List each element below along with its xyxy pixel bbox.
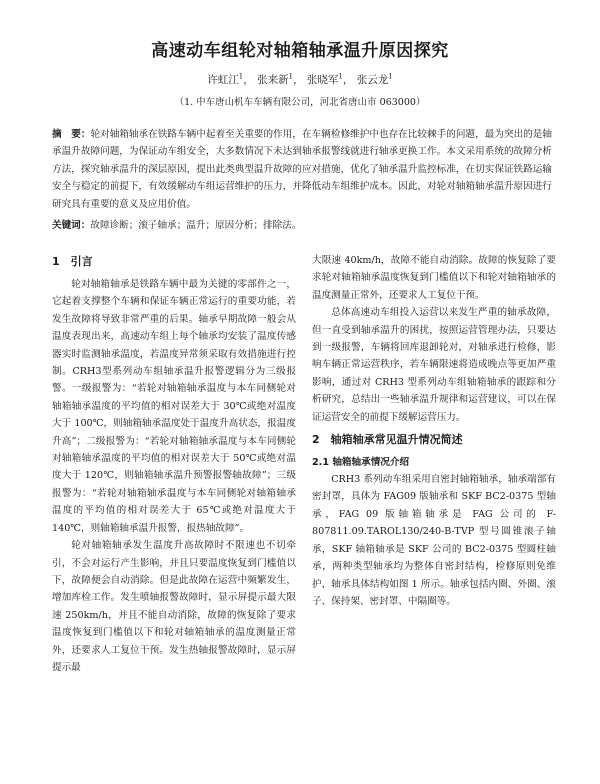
abstract-label: 摘 要：: [52, 129, 91, 140]
author-name: 许虹江: [207, 74, 239, 86]
author-sup: 1: [288, 72, 294, 81]
section-2-1-paragraph: CRH3 系列动车组采用自密封轴箱轴承，轴承端部有密封罩，具体为 FAG09 版轴承和 SKF BC2-0375 型轴承，FAG 09 版轴箱轴承是 FAG 公司的 F-807811.09.TAROL130/240-B-TVP 型号圆锥滚子轴承，SKF 轴箱轴承是 SKF 公司的 BC2-0375 型圆柱轴承，两种类型轴承均为整体自密封结构，检修原则免维护，轴承具体结构如图 1 所示。轴承包括内圈、外圈、滚子、保持架、密封罩、中隔圈等。: [312, 474, 556, 607]
section-heading-2: 2 轴箱轴承常见温升情况简述: [312, 433, 463, 447]
author-list: 许虹江$^1$， 张来新$^1$， 张晓军$^1$， 张云龙$^1$: [207, 72, 393, 86]
author-name: 张云龙: [356, 74, 389, 86]
keywords-text: 故障诊断；滚子轴承；温升；原因分析；排除法。: [90, 220, 302, 231]
right-column: [312, 252, 556, 610]
intro-paragraph-1: 轮对轴箱轴承是铁路车辆中最为关键的零部件之一，它起着支撑整个车辆和保证车辆正常运行的重要功能，若发生故障将导致非常严重的后果。轴承早期故障一般会从温度表现出来，高速动车组上每个轴承均安装了温度传感器实时监测轴承温度，若温度异常须采取有效措施进行控制。CRH3型系列动车组轴承温升报警逻辑分为三级报警。一级报警为：“若轮对轴箱轴承温度与本车同侧轮对轴箱轴承温度的平均值的相对误差大于 30℃或绝对温度大于 100℃，则轴箱轴承温度处于温度升高状态，报温度升高”；二级报警为：“若轮对轴箱轴承温度与本车同侧轮对轴箱轴承温度的平均值的相对误差大于 50℃或绝对温度大于 120℃，则轴箱轴承温升预警报警轴故障”；三级报警为：“若轮对轴箱轴承温度与本车同侧轮对轴箱轴承温度的平均值的相对误差大于 65℃或绝对温度大于 140℃，则轴箱轴承温升报警，报热轴故障”。: [52, 279, 296, 534]
section-heading-intro: 1 引言: [52, 255, 93, 268]
author-name: 张晓军: [306, 74, 339, 86]
keywords-label: 关键词：: [52, 220, 91, 231]
keywords: [52, 217, 552, 234]
abstract: [52, 126, 552, 213]
right-paragraph-2: 总体高速动车组投入运营以来发生严重的轴承故障，但一直受到轴承温升的困扰，按照运营管理办法，只要达到一级报警，车辆将回库退卸轮对，对轴承进行检修，影响车辆正常运营秩序，若车辆限速将造成晚点等更加严重影响，通过对 CRH3 型系列动车组轴箱轴承的跟踪和分析研究，总结出一些轴承温升规律和运营建议，可以在保证运营安全的前提下缓解运营压力。: [312, 307, 556, 423]
author-sup: 1: [388, 72, 393, 81]
author-sup: 1: [238, 72, 244, 81]
author-name: 张来新: [257, 74, 289, 86]
left-column: [52, 248, 296, 676]
paper-title: 高速动车组轮对轴箱轴承温升原因探究: [151, 41, 449, 61]
affiliation: （1. 中车唐山机车车辆有限公司，河北省唐山市 063000）: [174, 97, 426, 108]
author-sup: 1: [338, 72, 343, 81]
section-heading-2-1: 2.1 轴箱轴承情况介绍: [312, 457, 410, 469]
right-paragraph-1: 大限速 40km/h，故障不能自动消除。故障的恢复除了要求轮对轴箱轴承温度恢复到门槛值以下和轮对轴箱轴承的温度测量正常外，还要求人工复位干预。: [312, 255, 556, 301]
intro-paragraph-2: 轮对轴箱轴承发生温度升高故障时不限速也不切牵引，不会对运行产生影响，并且只要温度恢复到门槛值以下，故障便会自动消除。但是此故障在运营中频繁发生，增加库检工作。发生喷轴报警故障时，显示屏提示最大限速 250km/h，并且不能自动消除，故障的恢复除了要求温度恢复到门槛值以下和轮对轴箱轴承的温度测量正常外，还要求人工复位干预。发生热轴报警故障时，显示屏提示最: [52, 540, 296, 673]
abstract-text: 轮对轴箱轴承在铁路车辆中起着至关重要的作用，在车辆检修维护中也存在比较棘手的问题，最为突出的是轴承温升故障问题，为保证动车组安全，大多数情况下未达到轴承报警线就进行轴承更换工作。本文采用系统的故障分析方法，探究轴承温升的深层原因，提出此类典型温升故障的应对措施，优化了轴承温升监控标准，在切实保证铁路运输安全与稳定的前提下，有效缓解动车组运营维护的压力，并降低动车组维护成本。因此，对轮对轴箱轴承温升原因进行研究具有重要的意义及应用价值。: [52, 129, 553, 210]
